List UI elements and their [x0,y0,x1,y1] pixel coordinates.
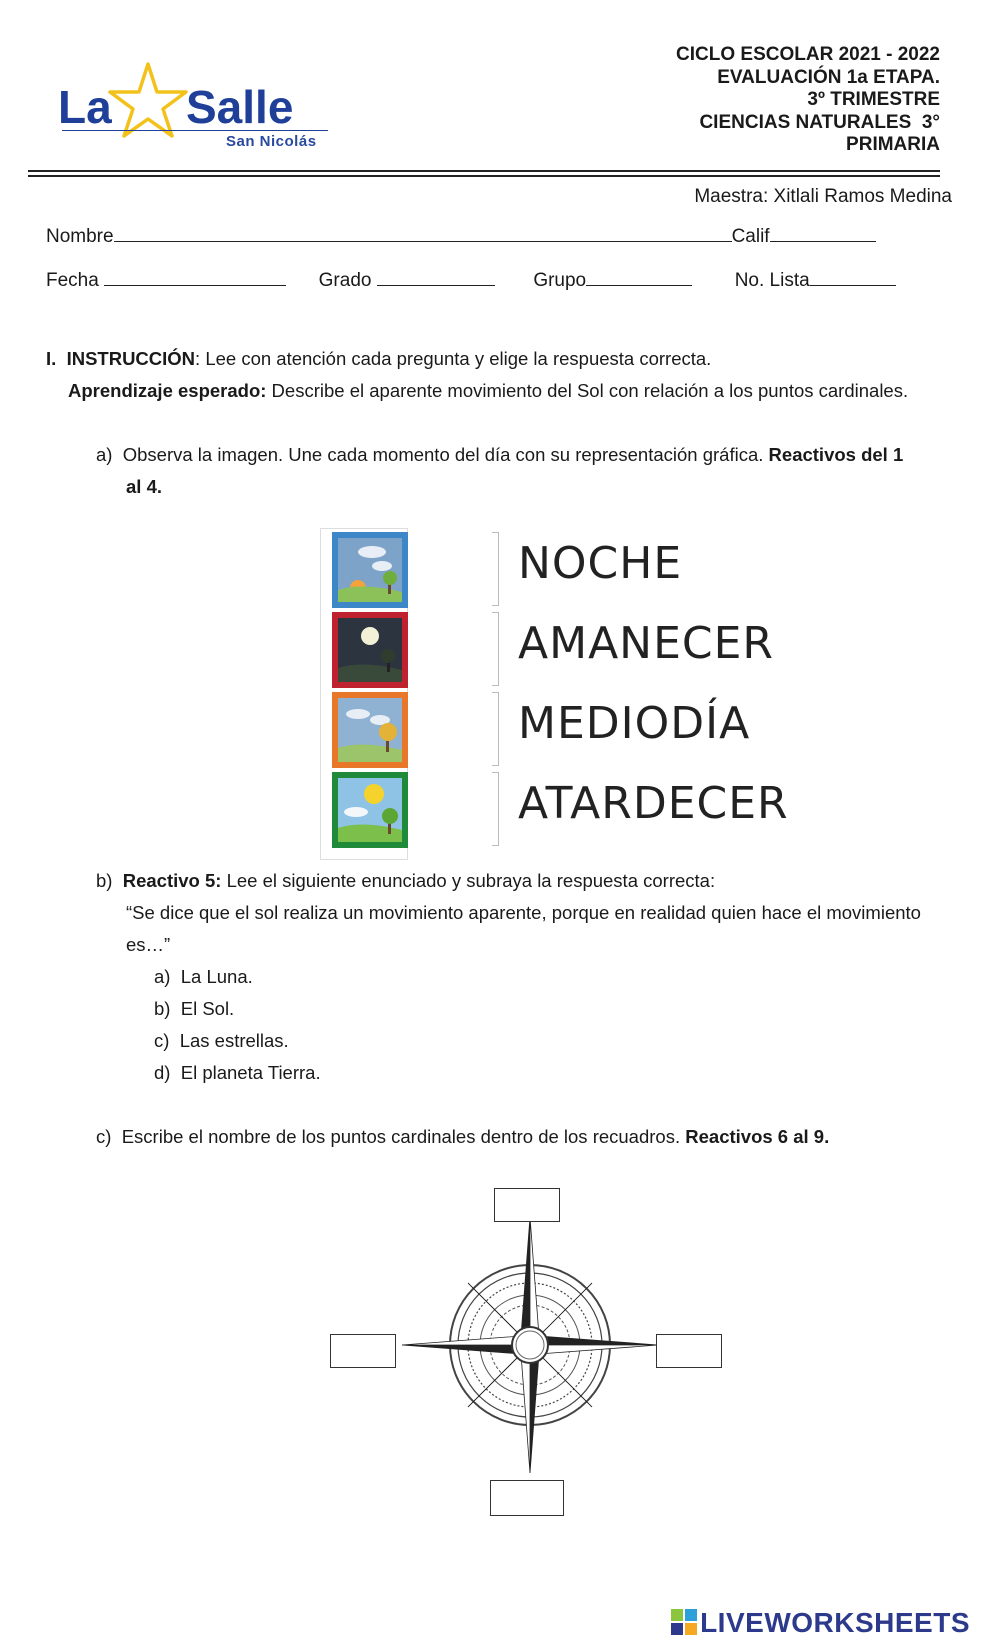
field-fecha-label: Fecha [46,270,99,291]
word-mediodia[interactable]: MEDIODÍA [518,698,751,749]
field-calif-label: Calif [731,226,770,247]
instruction-label: INSTRUCCIÓN [66,348,196,369]
question-a-letter: a) [96,444,113,465]
field-nombre-line[interactable] [114,227,732,242]
question-b-label: Reactivo 5: [122,870,222,891]
section-1-aprendizaje [68,374,908,407]
word-bracket-3 [492,692,499,766]
logo-name-right: Salle [186,81,294,133]
scene-night-icon [332,612,408,688]
word-noche[interactable]: NOCHE [518,538,683,589]
question-c-bold: Reactivos 6 al 9. [685,1126,830,1147]
question-b-quote-1: “Se dice que el sol realiza un movimiento aparente, porque en realidad quien hace el movimiento [126,902,921,923]
question-a-text: Observa la imagen. Une cada momento del día con su representación gráfica. [122,444,769,465]
option-a-text[interactable]: La Luna. [180,966,253,987]
header-line-4: CIENCIAS NATURALES 3° [699,111,940,133]
cardinal-box-west[interactable] [330,1334,396,1368]
teacher-name: Maestra: Xitlali Ramos Medina [694,186,952,207]
word-bracket-2 [492,612,499,686]
option-c[interactable] [154,1024,289,1057]
option-d[interactable] [154,1056,321,1089]
question-b-quote-2: es…” [126,934,171,955]
liveworksheets-logo [671,1607,970,1639]
option-a-letter: a) [154,966,171,987]
header-line-5: PRIMARIA [846,134,940,155]
word-amanecer[interactable]: AMANECER [518,618,774,669]
compass-rose-icon [388,1200,672,1490]
section-1-instruction [46,342,711,375]
field-grupo-label: Grupo [533,270,587,291]
question-b-letter: b) [96,870,113,891]
header-info [676,44,940,157]
aprendizaje-label: Aprendizaje esperado: [68,380,267,401]
header-line-3: 3º TRIMESTRE [807,89,940,110]
aprendizaje-text: Describe el aparente movimiento del Sol con relación a los puntos cardinales. [266,380,909,401]
question-c-letter: c) [96,1126,112,1147]
header-divider-1 [28,170,940,172]
question-a [96,438,956,471]
question-a-bold-1: Reactivos del 1 [768,444,904,465]
question-c-text: Escribe el nombre de los puntos cardinales dentro de los recuadros. [121,1126,686,1147]
option-d-letter: d) [154,1062,171,1083]
scene-noon-icon [332,772,408,848]
word-atardecer[interactable]: ATARDECER [518,778,789,829]
question-a-bold-2: al 4. [126,476,162,497]
logo-campus: San Nicolás [226,133,317,150]
question-b [96,864,715,897]
field-row-2 [46,270,896,292]
field-fecha-line[interactable] [104,271,286,286]
scene-sunset-icon [332,692,408,768]
instruction-text: : Lee con atención cada pregunta y elige la respuesta correcta. [195,348,712,369]
cardinal-box-north[interactable] [494,1188,560,1222]
liveworksheets-brand: LIVEWORKSHEETS [700,1607,970,1638]
field-nombre[interactable] [46,226,876,248]
option-b-text[interactable]: El Sol. [180,998,235,1019]
cardinal-box-east[interactable] [656,1334,722,1368]
option-d-text[interactable]: El planeta Tierra. [180,1062,321,1083]
option-a[interactable] [154,960,253,993]
option-c-text[interactable]: Las estrellas. [179,1030,289,1051]
liveworksheets-icon [671,1609,697,1635]
word-bracket-1 [492,532,499,606]
option-c-letter: c) [154,1030,170,1051]
star-icon [108,62,188,138]
logo-name-left: La [58,81,112,133]
option-b[interactable] [154,992,234,1025]
field-lista-line[interactable] [810,271,896,286]
field-calif-line[interactable] [770,227,876,242]
field-grado-line[interactable] [377,271,495,286]
question-b-text: Lee el siguiente enunciado y subraya la respuesta correcta: [221,870,716,891]
header-line-2: EVALUACIÓN 1a ETAPA. [717,66,940,88]
question-c [96,1120,829,1153]
section-1-number: I. [46,348,57,369]
header-divider-2 [28,175,940,177]
field-grupo-line[interactable] [586,271,692,286]
header-line-1: CICLO ESCOLAR 2021 - 2022 [676,44,940,65]
field-lista-label: No. Lista [734,270,810,291]
field-nombre-label: Nombre [46,226,114,247]
logo-underline [62,130,328,131]
field-grado-label: Grado [318,270,372,291]
word-bracket-4 [492,772,499,846]
scene-sunrise-icon [332,532,408,608]
option-b-letter: b) [154,998,171,1019]
cardinal-box-south[interactable] [490,1480,564,1516]
